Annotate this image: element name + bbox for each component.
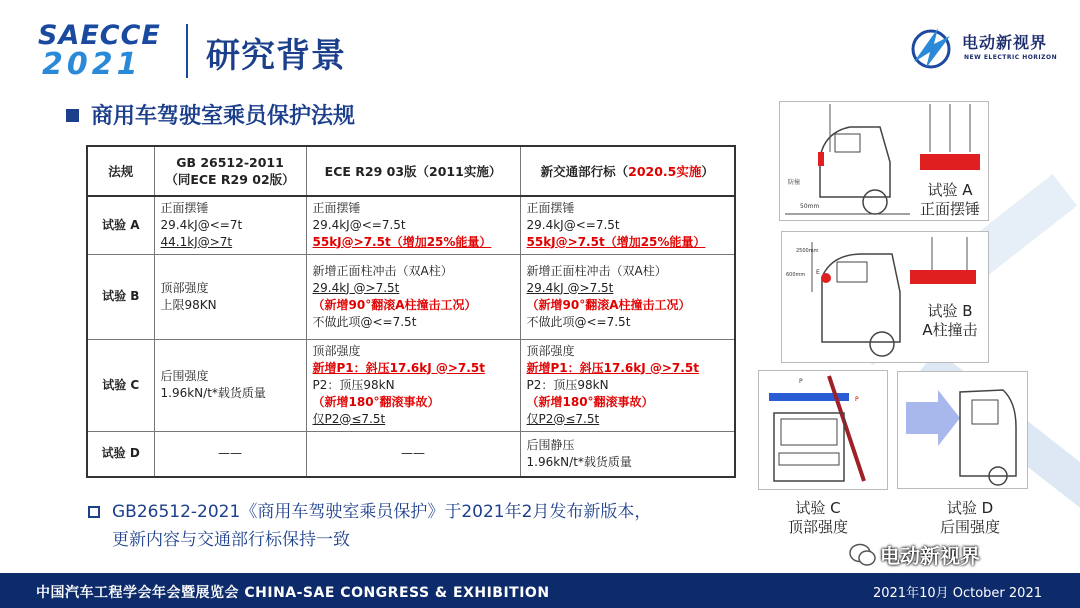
cell-line-highlight: 55kJ@>7.5t（增加25%能量） [526,234,706,249]
cell-line: 29.4kJ@<=7t [160,217,243,232]
footer-date: 2021年10月 October 2021 [872,586,1042,601]
cell-line: 顶部强度 [312,343,361,358]
diagram-label: P [799,378,803,385]
diagram-label: 600mm [786,272,806,278]
table-cell [154,254,306,339]
cell-line: 新增正面柱冲击（双A柱） [312,263,453,278]
header-highlight: 2020.5实施 [628,163,702,179]
test-d-diagram [897,371,1028,489]
diagram-label: 50mm [800,203,820,210]
footer-event-name: 中国汽车工程学会年会暨展览会 CHINA-SAE CONGRESS & EXHIBITION [36,585,550,601]
table-row [87,339,735,431]
table-cell [154,196,306,254]
diagram-label: E [816,269,820,276]
cell-line: 正面摆锤 [160,200,209,215]
lightning-globe-icon [906,22,956,72]
cell-line-highlight: 新增P1：斜压17.6kJ @>7.5t [312,360,485,375]
cell-line: 仅P2@≤7.5t [312,411,386,426]
caption-line: 试验 B [927,302,973,320]
cell-line: 正面摆锤 [312,200,361,215]
cell-line: 顶部强度 [160,280,209,295]
logo-top-text: SAECCE [38,20,161,51]
table-row [87,254,735,339]
truck-rear-wall-illustration [898,372,1027,488]
row-label: 试验 D [87,431,154,477]
table-cell [306,196,520,254]
table-row [87,196,735,254]
watermark-text: 电动新视界 [880,544,980,568]
cell-line: 29.4kJ @>7.5t [526,280,614,295]
cell-line: 29.4kJ @>7.5t [312,280,400,295]
cell-line: 顶部强度 [526,343,575,358]
caption-line: 顶部强度 [787,518,848,536]
cell-line: 正面摆锤 [526,200,575,215]
cell-line: 上限98KN [160,297,217,312]
table-cell [306,254,520,339]
table-cell: —— [306,431,520,477]
caption-line: 试验 D [946,499,994,517]
cell-line: 29.4kJ@<=7.5t [312,217,406,232]
header-text: 新交通部行标（ [540,163,629,179]
cell-line: 1.96kN/t*载货质量 [160,386,266,400]
cell-line: 新增正面柱冲击（双A柱） [526,263,667,278]
cell-line-highlight: （新增90°翻滚A柱撞击工况） [526,297,691,312]
truck-pillar-impact-illustration [782,232,988,362]
regulation-table [86,145,736,478]
figure-caption-b [905,302,995,340]
cell-line: 不做此项@<=7.5t [526,314,631,329]
table-cell: —— [154,431,306,477]
header-text: ） [701,163,714,179]
brand-name: 电动新视界 [962,33,1048,52]
table-cell [306,339,520,431]
test-b-diagram [781,231,989,363]
row-label: 试验 C [87,339,154,431]
brand-subtitle: NEW ELECTRIC HORIZON [964,54,1058,61]
cell-line: 后围静压 [526,437,575,452]
table-header-row [87,146,735,196]
header-cell: 法规 [87,146,154,196]
truck-roof-strength-illustration [759,371,887,489]
cell-line: 44.1kJ@>7t [160,234,233,249]
wechat-icon [849,542,877,568]
caption-line: A柱撞击 [922,321,978,339]
header-cell: ECE R29 03版（2011实施） [306,146,520,196]
section-title: 商用车驾驶室乘员保护法规 [91,104,356,129]
header-cell [520,146,735,196]
header-line: GB 26512-2011 [176,155,284,170]
caption-line: 试验 C [795,499,841,517]
cell-line-highlight: （新增90°翻滚A柱撞击工况） [312,297,477,312]
square-bullet-icon [66,109,79,122]
logo-year-text: 2021 [42,47,142,82]
note-line: GB26512-2021《商用车驾驶室乘员保护》于2021年2月发布新版本， [112,502,652,522]
table-cell [520,431,735,477]
table-cell [154,339,306,431]
page-title: 研究背景 [206,36,346,76]
cell-line: 仅P2@≤7.5t [526,411,600,426]
cell-line-highlight: （新增180°翻滚事故） [526,394,654,409]
table-cell [520,254,735,339]
figure-caption-c [773,499,863,537]
cell-line: 1.96kN/t*载货质量 [526,454,632,469]
test-c-diagram [758,370,888,490]
diagram-label: 2500mm [796,248,819,254]
note-text [112,498,752,554]
figure-caption-d [925,499,1015,537]
note-line: 更新内容与交通部行标保持一致 [112,530,350,550]
cell-line: 29.4kJ@<=7.5t [526,217,620,232]
table-cell [520,339,735,431]
header-line: （同ECE R29 02版） [165,172,295,187]
cell-line: 不做此项@<=7.5t [312,314,417,329]
cell-line: P2：顶压98kN [312,377,395,392]
header-divider [186,24,188,78]
brand-logo [906,22,1066,76]
caption-line: 后围强度 [939,518,1000,536]
row-label: 试验 A [87,196,154,254]
saecce-logo [38,22,178,82]
row-label: 试验 B [87,254,154,339]
cell-line: 后围强度 [160,369,209,383]
cell-line-highlight: 新增P1：斜压17.6kJ @>7.5t [526,360,699,375]
table-row [87,431,735,477]
hollow-square-bullet-icon [88,506,100,518]
caption-line: 试验 A [927,181,973,199]
cell-line-highlight: 55kJ@>7.5t（增加25%能量） [312,234,492,249]
footer-bar [0,573,1080,608]
cell-line-highlight: （新增180°翻滚事故） [312,394,440,409]
diagram-label: P [855,396,859,403]
diagram-label: 防撞 [788,179,801,186]
cell-line: P2：顶压98kN [526,377,609,392]
header-cell [154,146,306,196]
caption-line: 正面摆锤 [919,200,980,218]
table-cell [520,196,735,254]
figure-caption-a [905,181,995,219]
